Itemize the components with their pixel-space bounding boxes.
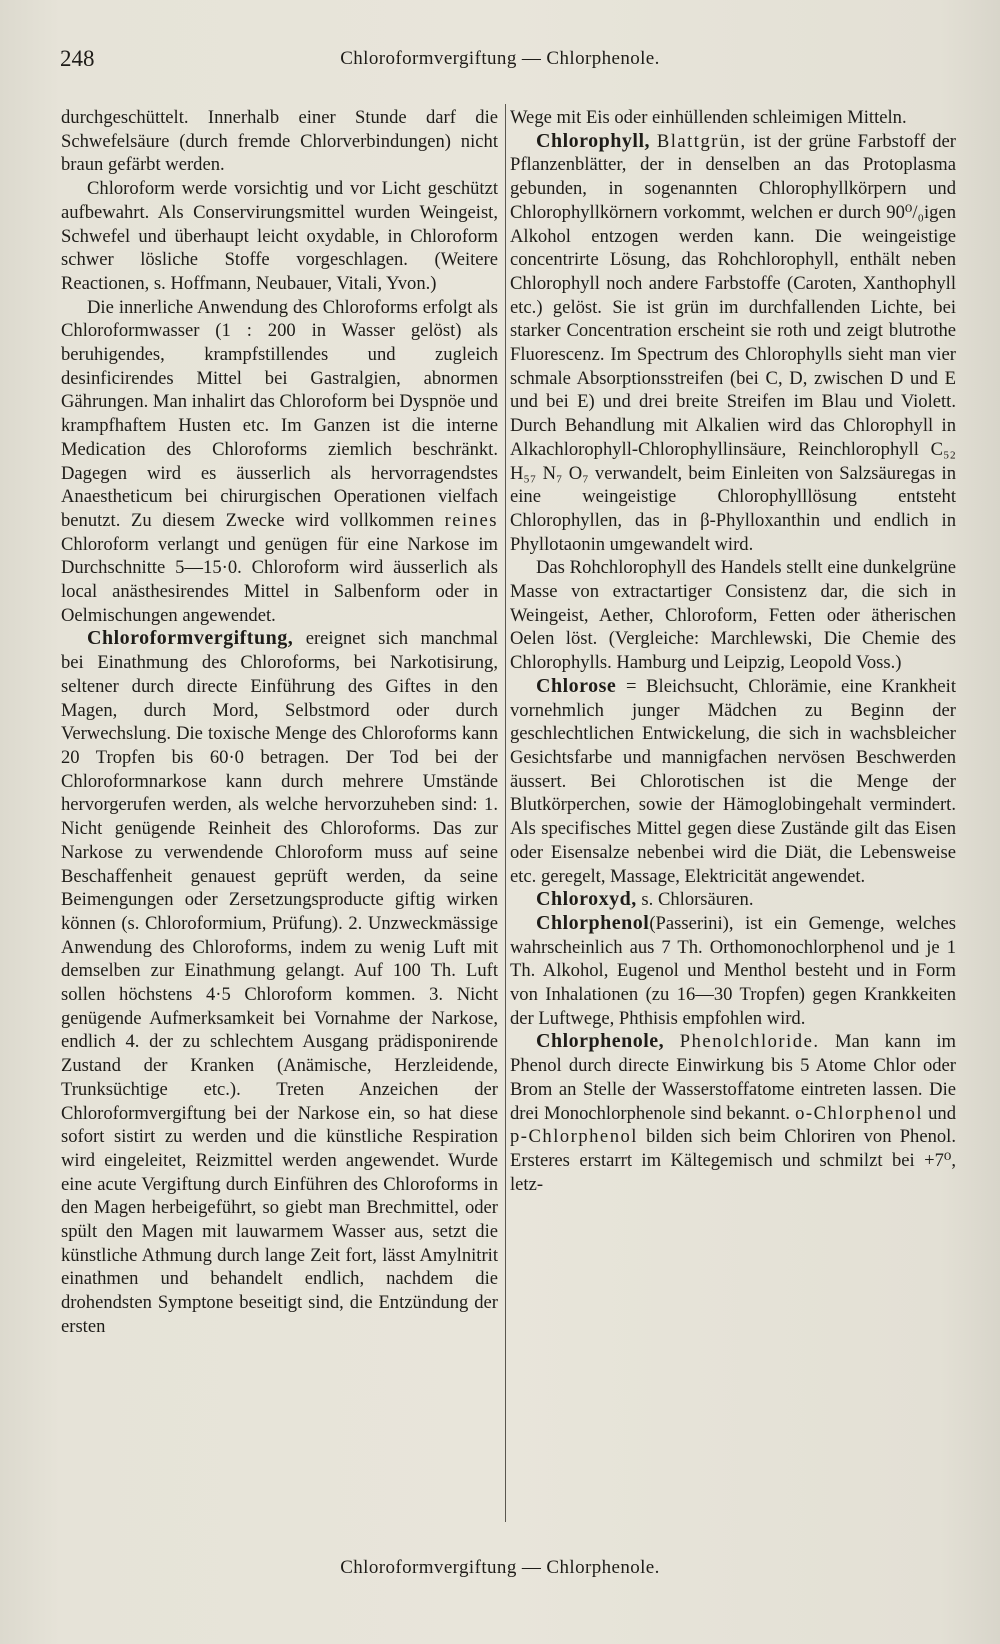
running-head [0, 46, 1000, 78]
entry-text: und [928, 1102, 956, 1124]
paragraph: durchgeschüttelt. Innerhalb einer Stunde darf die Schwefelsäure (durch fremde Chlorverbindungen) nicht braun gefärbt werden. [61, 107, 498, 176]
entry-chloroformvergiftung [61, 627, 498, 1338]
entry-text: s. Chlorsäuren. [641, 889, 754, 911]
left-column [61, 106, 498, 1526]
paragraph-text: Chloroform verlangt und genügen für eine Narkose im Durchschnitte 5—15·0. Chloroform wird äusserlich als local anästhesirendes Mittel in Salbenform oder in Oelmischungen angewendet. [61, 533, 498, 626]
headword: Chlorophyll, [536, 129, 650, 152]
emphasized-word: o-Chlorphenol [795, 1102, 924, 1124]
paragraph: Wege mit Eis oder einhüllenden schleimigen Mitteln. [510, 107, 907, 128]
paragraph-text: Die innerliche Anwendung des Chloroforms erfolgt als Chloroformwasser (1 : 200 in Wasser gelöst) als beruhigendes, krampfstillendes und zugleich desinficirendes Mittel bei Gastralgien, abnormen Gährungen. Man inhalirt das Chloroform bei Dyspnöe und krampfhaftem Husten etc. Im Ganzen ist die interne Medication des Chloroforms ziemlich beschränkt. Dagegen wird es äusserlich als hervorragendstes Anaestheticum bei chirurgischen Operationen vielfach benutzt. Zu diesem Zwecke wird vollkommen [61, 296, 498, 531]
running-head-title: Chloroformvergiftung — Chlorphenole. [340, 48, 660, 69]
headword: Chlorphenole, [536, 1030, 665, 1053]
paragraph: Chloroform werde vorsichtig und vor Licht geschützt aufbewahrt. Als Conservirungsmittel wurden Weingeist, Schwefel und überhaupt leicht oxydable, in Chloroform schwer lösliche Stoffe vorgeschlagen. (Weitere Reactionen, s. Hoffmann, Neubauer, Vitali, Yvon.) [61, 178, 498, 294]
entry-chlorophyll [510, 130, 956, 557]
emphasized-word: reines [444, 509, 498, 531]
column-divider [505, 104, 506, 1522]
page-footer: Chloroformvergiftung — Chlorphenole. [340, 1557, 660, 1578]
headword: Chlorphenol [536, 911, 650, 934]
right-column [510, 106, 956, 1526]
page-number: 248 [60, 46, 95, 71]
headword: Chloroxyd, [536, 888, 637, 911]
paragraph: Das Rohchlorophyll des Handels stellt eine dunkelgrüne Masse von extractartiger Consistenz dar, die sich in Weingeist, Aether, Chloroform, Fetten oder ätherischen Oelen löst. (Vergleiche: Marchlewski, Die Chemie des Chlorophylls. Hamburg und Leipzig, Leopold Voss.) [510, 557, 956, 674]
emphasized-word: Blattgrün, [656, 130, 747, 152]
entry-chloroxyd [510, 888, 956, 912]
entry-chlorphenol [510, 912, 956, 1031]
headword: Chlorose [536, 674, 617, 697]
paragraph [61, 296, 498, 628]
entry-text: ist der grüne Farbstoff der Pflanzenblätter, der in denselben an das Protoplasma gebunden, in sogenannten Chlorophyllkörpern und Chlorophyllkörnern vorkommt, welchen er durch 90⁰/₀igen Alkohol entzogen werden kann. Die weingeistige concentrirte Lösung, das Rohchlorophyll, enthält neben Chlorophyll noch andere Farbstoffe (Caroten, Xanthophyll etc.) gelöst. Sie ist grün im durchfallenden Lichte, bei starker Concentration erscheint sie roth und zeigt blutrothe Fluorescenz. Im Spectrum des Chlorophylls sieht man vier schmale Absorptionsstreifen (bei C, D, zwischen D und E und bei E) und drei breite Streifen im Blau und Violett. Durch Behandlung mit Alkalien wird das Chlorophyll in Alkachlorophyll-Chlorophyllinsäure, Reinchlorophyll C₅₂ H₅₇ N₇ O₇ verwandelt, beim Einleiten von Salzsäuregas in eine weingeistige Chlorophylllösung entsteht Chlorophyllen, das in β-Phylloxanthin und endlich in Phyllotaonin umgewandelt wird. [510, 130, 956, 555]
entry-text: (Passerini), ist ein Gemenge, welches wahrscheinlich aus 7 Th. Orthomonochlorphenol und je 1 Th. Alkohol, Eugenol und Menthol besteht und in Form von Inhalationen (zu 16—30 Tropfen) gegen Krankkeiten der Luftwege, Phthisis empfohlen wird. [510, 912, 956, 1029]
headword: Chloroformvergiftung, [87, 627, 294, 650]
entry-text: = Bleichsucht, Chlorämie, eine Krankheit vornehmlich junger Mädchen zu Beginn der geschlechtlichen Entwickelung, die sich in wachsbleicher Gesichtsfarbe und mannigfachen nervösen Beschwerden äussert. Bei Chlorotischen ist die Menge der Blutkörperchen, sowie der Hämoglobingehalt vermindert. Als specifisches Mittel gegen diese Zustände gilt das Eisen oder Eisensalze nebenbei wird die Diät, die Lebensweise etc. geregelt, Massage, Elektricität angewendet. [510, 675, 956, 887]
emphasized-word: p-Chlorphenol [510, 1126, 638, 1148]
entry-chlorphenole [510, 1030, 956, 1196]
entry-text: bilden sich beim Chloriren von Phenol. Ersteres erstarrt im Kältegemisch und schmilzt bei +7⁰, letz- [510, 1126, 956, 1195]
entry-text: ereignet sich manchmal bei Einathmung des Chloroforms, bei Narkotisirung, seltener durch directe Einführung des Giftes in den Magen, durch Mord, Selbstmord oder durch Verwechslung. Die toxische Menge des Chloroforms kann 20 Tropfen bis 60·0 betragen. Der Tod bei der Chloroformnarkose kann durch mehrere Umstände hervorgerufen werden, als welche hervorzuheben sind: 1. Nicht genügende Reinheit des Chloroforms. Das zur Narkose zu verwendende Chloroform muss auf seine Beschaffenheit genauest geprüft werden, da seine Beimengungen oder Zersetzungsproducte giftig wirken können (s. Chloroformium, Prüfung). 2. Unzweckmässige Anwendung des Chloroforms, indem zu wenig Luft mit demselben zur Einathmung gelangt. Auf 100 Th. Luft sollen höchstens 4·5 Chloroform kommen. 3. Nicht genügende Aufmerksamkeit bei Vornahme der Narkose, endlich 4. der zu schlechtem Ausgang prädisponirende Zustand der Kranken (Anämische, Herzleidende, Trunksüchtige etc.). Treten Anzeichen der Chloroformvergiftung bei der Narkose ein, so hat diese sofort sistirt zu werden und die künstliche Respiration wird eingeleitet, Reizmittel werden angewendet. Wurde eine acute Vergiftung durch Einführen des Chloroforms in den Magen herbeigeführt, so giebt man Brechmittel, oder spült den Magen mit lauwarmem Wasser aus, setzt die künstliche Athmung durch lange Zeit fort, lässt Amylnitrit einathmen und behandelt endlich, nachdem die drohendsten Symptone beseitigt sind, die Entzündung der ersten [61, 628, 498, 1337]
entry-text: Man kann im Phenol durch directe Einwirkung bis 5 Atome Chlor oder Brom an Stelle der Wasserstoffatome eintreten lassen. Die drei Monochlorphenole sind bekannt. [510, 1031, 956, 1124]
entry-chlorose [510, 675, 956, 888]
emphasized-word: Phenolchloride. [679, 1031, 820, 1053]
